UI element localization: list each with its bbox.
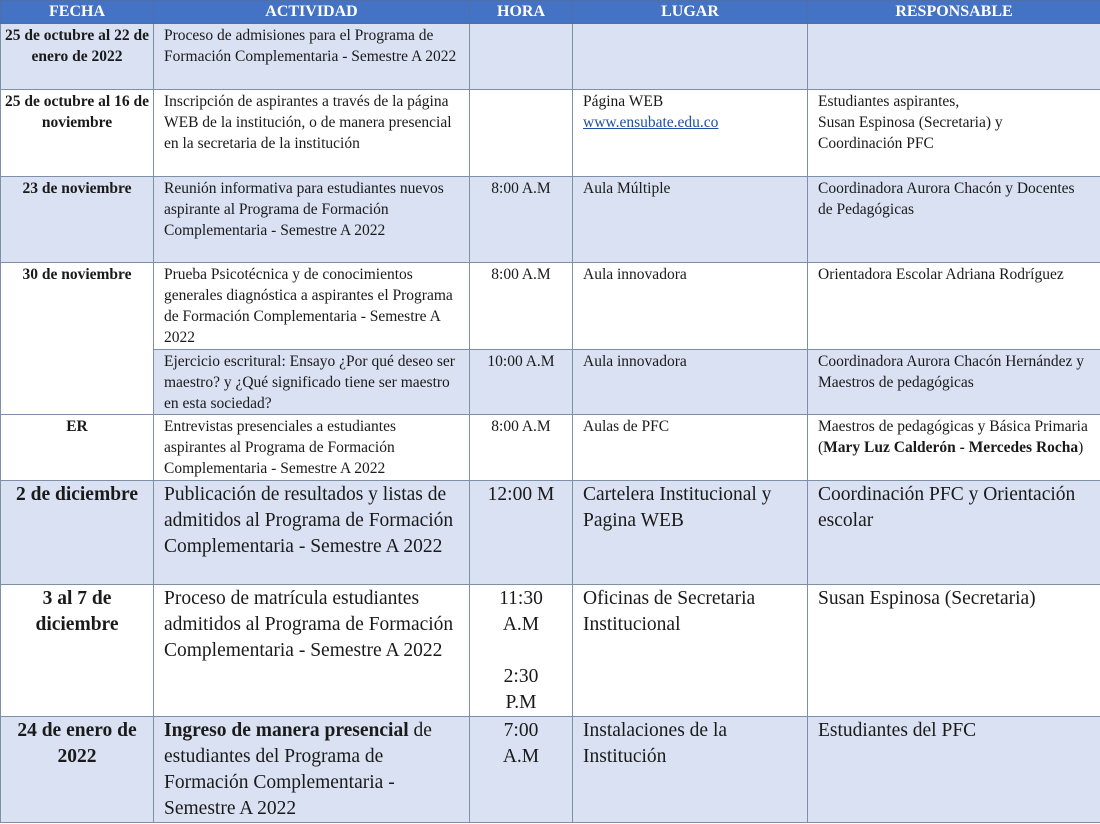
cell-actividad: Inscripción de aspirantes a través de la página WEB de la institución, o de manera presencial en la secretaria de la institución: [154, 90, 470, 177]
cell-lugar: [573, 90, 808, 177]
header-actividad: ACTIVIDAD: [154, 1, 470, 24]
cell-responsable: Estudiantes del PFC: [808, 717, 1100, 823]
cell-hora: 8:00 A.M: [470, 415, 573, 481]
cell-lugar: Oficinas de Secretaria Institucional: [573, 585, 808, 717]
cell-responsable: [808, 24, 1100, 90]
header-fecha: FECHA: [1, 1, 154, 24]
cell-actividad: Proceso de admisiones para el Programa de Formación Complementaria - Semestre A 2022: [154, 24, 470, 90]
responsable-pre: Maestros de pedagógicas y Básica Primaria (: [818, 418, 1088, 456]
cell-responsable: [808, 415, 1100, 481]
cell-fecha: ER: [1, 415, 154, 481]
cell-fecha: 30 de noviembre: [1, 263, 154, 415]
website-link[interactable]: www.ensubate.edu.co: [583, 114, 719, 131]
responsable-names: Mary Luz Calderón - Mercedes Rocha: [823, 439, 1079, 456]
table-row: [1, 415, 1100, 481]
cell-hora: 10:00 A.M: [470, 350, 573, 415]
cell-actividad: [154, 717, 470, 823]
cell-lugar: Aulas de PFC: [573, 415, 808, 481]
cell-fecha: 25 de octubre al 22 de enero de 2022: [1, 24, 154, 90]
cell-fecha: 24 de enero de 2022: [1, 717, 154, 823]
table-row: [1, 177, 1100, 263]
cell-fecha: 2 de diciembre: [1, 481, 154, 585]
table-row: [1, 350, 1100, 415]
table-row: [1, 263, 1100, 350]
cell-lugar: Aula Múltiple: [573, 177, 808, 263]
cell-actividad: Proceso de matrícula estudiantes admitidos al Programa de Formación Complementaria - Semestre A 2022: [154, 585, 470, 717]
table-row: [1, 90, 1100, 177]
cell-lugar: Aula innovadora: [573, 263, 808, 350]
actividad-bold: Ingreso de manera presencial: [164, 720, 409, 741]
hora-afternoon: 2:30 P.M: [503, 666, 539, 713]
header-hora: HORA: [470, 1, 573, 24]
cell-fecha: 3 al 7 de diciembre: [1, 585, 154, 717]
cell-hora: [470, 717, 573, 823]
cell-actividad: Entrevistas presenciales a estudiantes aspirantes al Programa de Formación Complementaria - Semestre A 2022: [154, 415, 470, 481]
cell-hora: 8:00 A.M: [470, 263, 573, 350]
cell-hora: 8:00 A.M: [470, 177, 573, 263]
header-responsable: RESPONSABLE: [808, 1, 1100, 24]
cell-responsable: Coordinadora Aurora Chacón y Docentes de Pedagógicas: [808, 177, 1100, 263]
hora-text: 7:00 A.M: [502, 720, 540, 767]
cell-actividad: Reunión informativa para estudiantes nuevos aspirante al Programa de Formación Complementaria - Semestre A 2022: [154, 177, 470, 263]
cell-lugar: Cartelera Institucional y Pagina WEB: [573, 481, 808, 585]
cell-actividad: Prueba Psicotécnica y de conocimientos generales diagnóstica a aspirantes el Programa de Formación Complementaria - Semestre A 2022: [154, 263, 470, 350]
table-row: [1, 717, 1100, 823]
header-row: [1, 1, 1100, 24]
table-row: [1, 585, 1100, 717]
responsable-post: ): [1078, 439, 1084, 456]
cell-lugar: Instalaciones de la Institución: [573, 717, 808, 823]
cell-actividad: Ejercicio escritural: Ensayo ¿Por qué deseo ser maestro? y ¿Qué significado tiene ser maestro en esta sociedad?: [154, 350, 470, 415]
table-row: [1, 24, 1100, 90]
cell-hora: [470, 24, 573, 90]
cell-hora: [470, 90, 573, 177]
cell-fecha: 25 de octubre al 16 de noviembre: [1, 90, 154, 177]
cell-responsable: Susan Espinosa (Secretaria): [808, 585, 1100, 717]
lugar-text: Página WEB: [583, 93, 664, 110]
cell-fecha: 23 de noviembre: [1, 177, 154, 263]
cell-responsable: Orientadora Escolar Adriana Rodríguez: [808, 263, 1100, 350]
responsable-line-1: Estudiantes aspirantes,: [818, 93, 960, 110]
cell-responsable: Coordinación PFC y Orientación escolar: [808, 481, 1100, 585]
header-lugar: LUGAR: [573, 1, 808, 24]
cell-responsable: Coordinadora Aurora Chacón Hernández y Maestros de pedagógicas: [808, 350, 1100, 415]
responsable-line-2: Susan Espinosa (Secretaria) y Coordinación PFC: [818, 114, 1003, 152]
cell-actividad: Publicación de resultados y listas de admitidos al Programa de Formación Complementaria - Semestre A 2022: [154, 481, 470, 585]
table-row: [1, 481, 1100, 585]
hora-morning: 11:30 A.M: [499, 588, 543, 635]
cell-hora: [470, 585, 573, 717]
cell-lugar: [573, 24, 808, 90]
actividad-rest: de estudiantes del Programa de Formación Complementaria - Semestre A 2022: [164, 720, 432, 819]
cell-hora: 12:00 M: [470, 481, 573, 585]
cell-responsable: [808, 90, 1100, 177]
cell-lugar: Aula innovadora: [573, 350, 808, 415]
